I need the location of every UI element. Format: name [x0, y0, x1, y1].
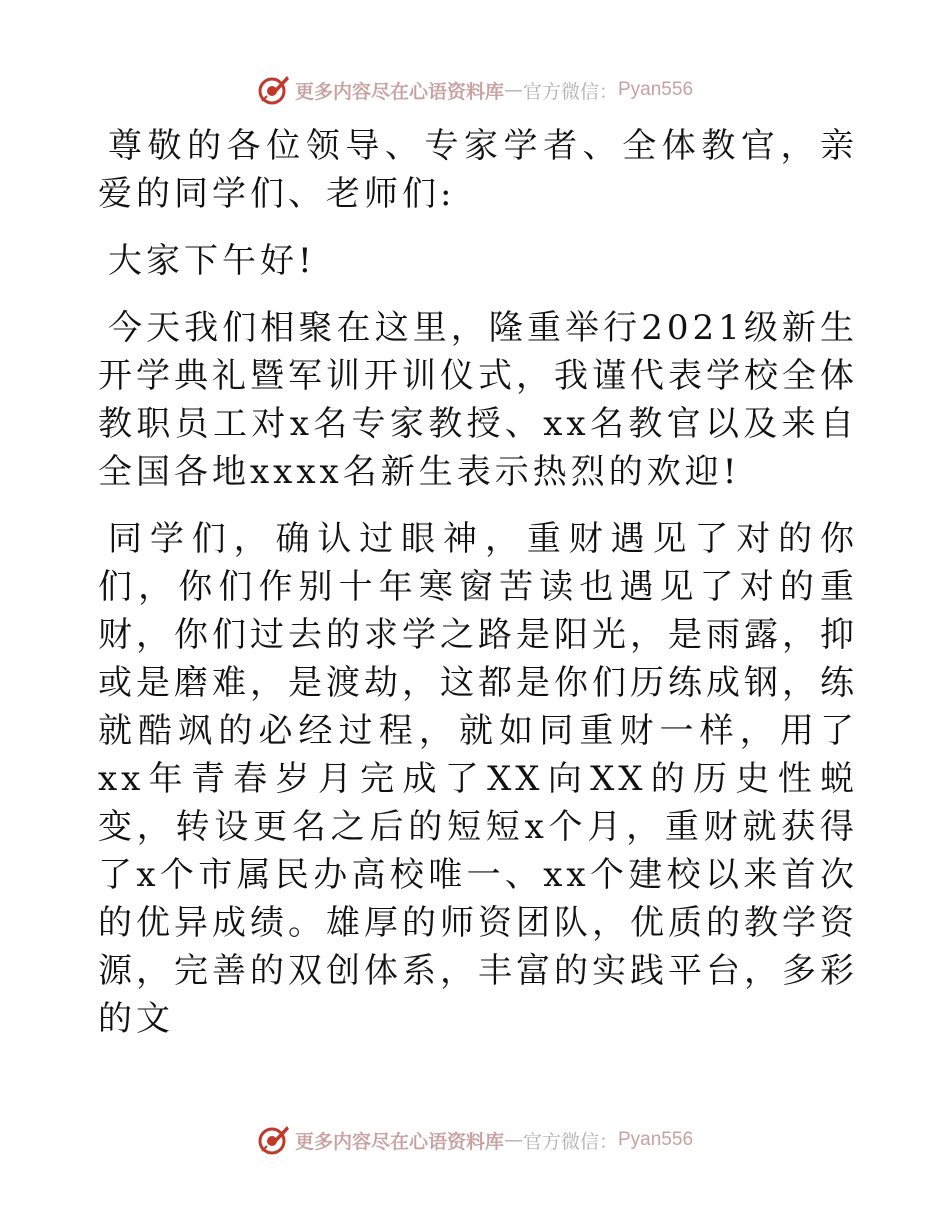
welcome-paragraph: 今天我们相聚在这里，隆重举行2021级新生开学典礼暨军训开训仪式，我谨代表学校全体教职员工对x名专家教授、xx名教官以及来自全国各地xxxx名新生表示热烈的欢迎!: [98, 308, 858, 492]
header-promo-text: 更多内容尽在心语资料库: [294, 80, 504, 103]
footer-wechat-id: Pyan556: [618, 1129, 694, 1150]
footer-separator: —: [503, 1129, 523, 1151]
header-wechat-id: Pyan556: [618, 79, 694, 100]
footer-promo-text: 更多内容尽在心语资料库: [294, 1130, 504, 1153]
header-wechat-label: 官方微信：: [522, 80, 618, 103]
footer-watermark-banner: [0, 1120, 950, 1160]
greeting-paragraph: 大家下午好!: [108, 241, 316, 281]
header-separator: —: [503, 79, 523, 101]
header-watermark-banner: [0, 70, 950, 110]
footer-wechat-label: 官方微信：: [522, 1130, 618, 1153]
quill-logo-icon: [257, 1123, 291, 1157]
document-body: [98, 122, 858, 1062]
body-paragraph: 同学们，确认过眼神，重财遇见了对的你们，你们作别十年寒窗苦读也遇见了对的重财，你们过去的求学之路是阳光，是雨露，抑或是磨难，是渡劫，这都是你们历练成钢，练就酷飒的必经过程，就如同重财一样，用了xx年青春岁月完成了XX向XX的历史性蜕变，转设更名之后的短短x个月，重财就获得了x个市属民办高校唯一、xx个建校以来首次的优异成绩。雄厚的师资团队，优质的教学资源，完善的双创体系，丰富的实践平台，多彩的文: [98, 519, 858, 1039]
salutation-paragraph: 尊敬的各位领导、专家学者、全体教官，亲爱的同学们、老师们:: [98, 126, 858, 214]
quill-logo-icon: [257, 73, 291, 107]
